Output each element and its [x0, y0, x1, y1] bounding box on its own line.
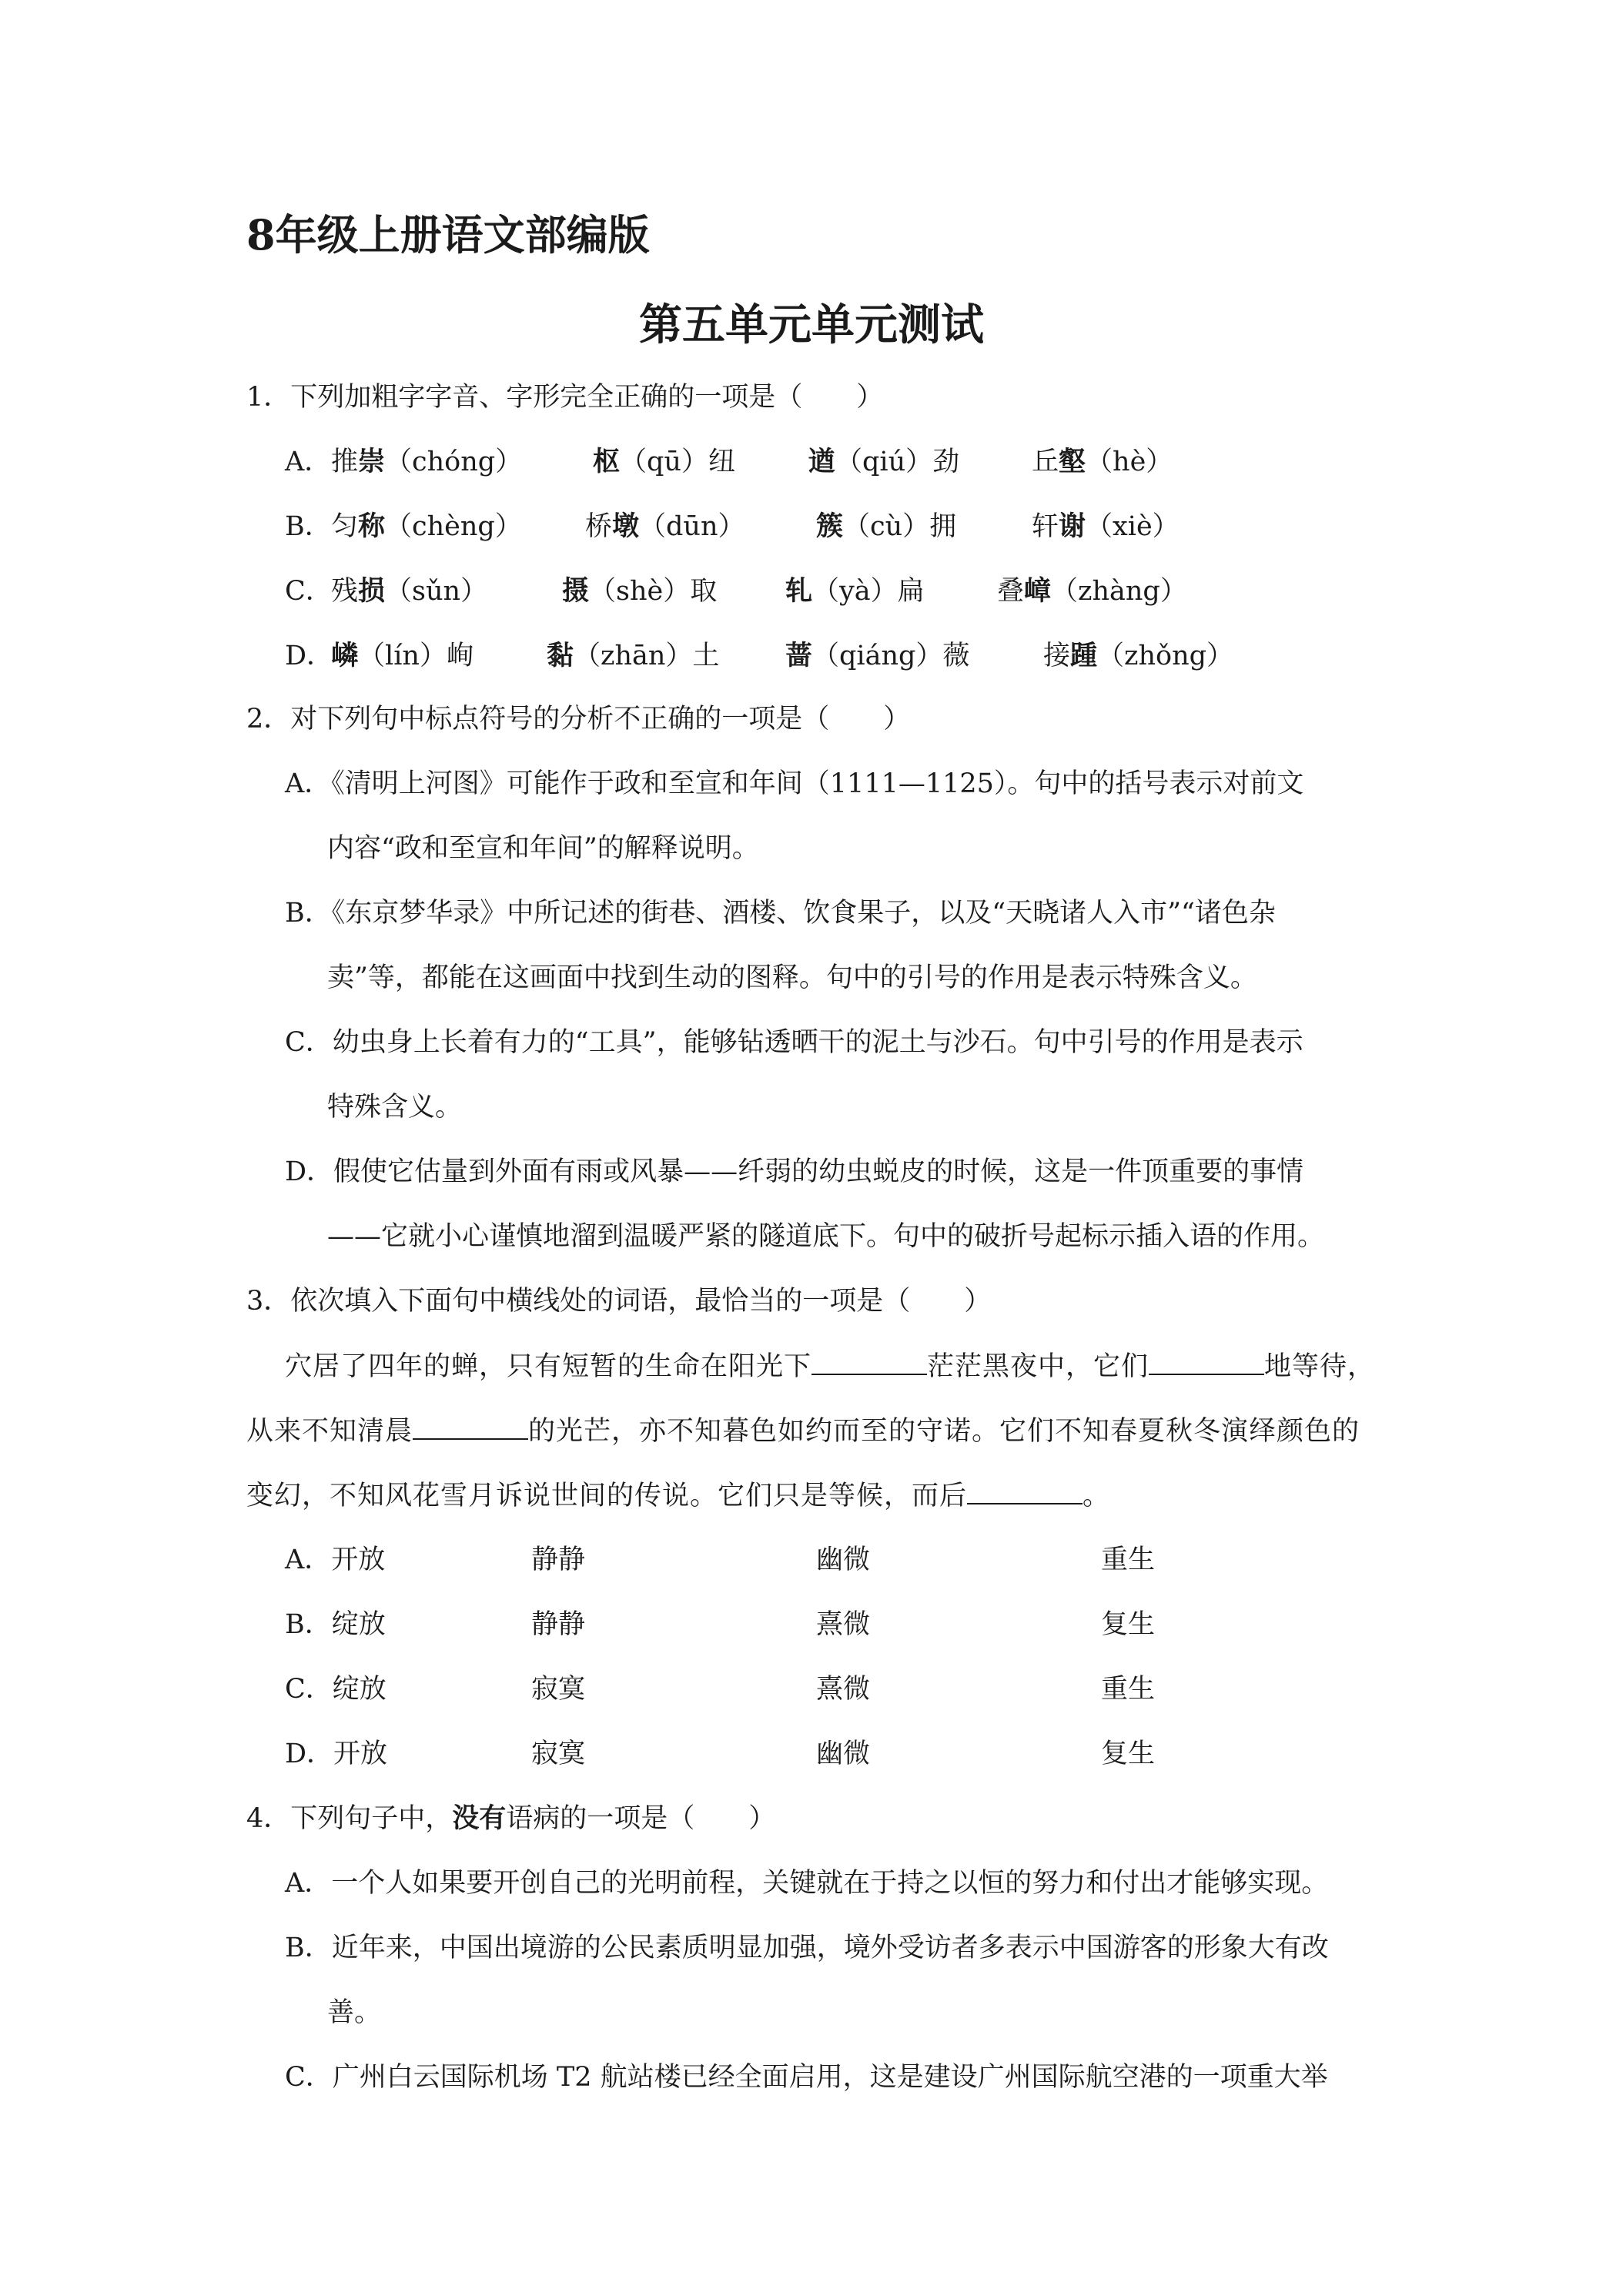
passage-text: 穴居了四年的蝉，只有短暂的生命在阳光下: [285, 1351, 812, 1382]
pinyin-item: [1032, 443, 1173, 480]
question-3-passage-line3: [246, 1477, 1110, 1514]
plain-text: （xiè）: [1086, 511, 1180, 542]
choice-word: 幽微: [816, 1545, 871, 1575]
bold-character: 崇: [358, 446, 386, 477]
bold-character: 壑: [1059, 446, 1086, 477]
question-2-option-a-line1: A．《清明上河图》可能作于政和至宣和年间（1111—1125）。句中的括号表示对前文: [285, 768, 1304, 799]
plain-text: （cù）拥: [843, 511, 957, 542]
bold-character: 枢: [593, 446, 621, 477]
passage-text: 地等待，: [1264, 1351, 1376, 1382]
plain-text: （zhǒng）: [1097, 641, 1234, 671]
fill-blank-4: [967, 1477, 1083, 1504]
choice-option: B．绽放: [285, 1609, 386, 1640]
bold-character: 蔷: [785, 640, 813, 671]
plain-text: 匀: [331, 511, 359, 542]
bold-character: 轧: [785, 575, 813, 607]
bold-character: 嶙: [331, 640, 359, 671]
option-label: D．: [285, 641, 334, 671]
passage-text: 从来不知清晨: [246, 1416, 413, 1447]
bold-character: 踵: [1070, 640, 1098, 671]
choice-option: A．开放: [285, 1545, 386, 1575]
choice-word: 静静: [531, 1545, 586, 1575]
plain-text: （chóng）: [385, 447, 523, 477]
question-2-option-d-line2: ——它就小心谨慎地溜到温暖严紧的隧道底下。句中的破折号起标示插入语的作用。: [327, 1221, 1325, 1252]
document-title: 8年级上册语文部编版: [246, 210, 650, 259]
fill-blank-1: [812, 1347, 927, 1375]
question-4-option-a: A．一个人如果要开创自己的光明前程，关键就在于持之以恒的努力和付出才能够实现。: [285, 1868, 1329, 1899]
plain-text: （qū）纽: [620, 447, 735, 477]
pinyin-item: [547, 638, 719, 674]
plain-text: （sǔn）: [385, 576, 488, 607]
plain-text: 桥: [585, 511, 613, 542]
pinyin-item: [785, 573, 925, 610]
option-label: B．: [285, 511, 332, 542]
question-3-passage-line2: [246, 1412, 1360, 1450]
bold-character: 黏: [547, 640, 574, 671]
passage-text: 的光芒，亦不知暮色如约而至的守诺。它们不知春夏秋冬演绎颜色的: [528, 1416, 1360, 1447]
choice-word: 复生: [1101, 1609, 1156, 1640]
choice-option: C．绽放: [285, 1674, 387, 1705]
question-4-option-c-line1: C．广州白云国际机场 T2 航站楼已经全面启用，这是建设广州国际航空港的一项重大举: [285, 2062, 1328, 2093]
question-4-stem-text: 4．下列句子中，: [246, 1803, 453, 1834]
bold-character: 簇: [816, 510, 844, 542]
plain-text: 轩: [1032, 511, 1059, 542]
pinyin-item: [785, 638, 969, 674]
question-4-stem-text: 语病的一项是（ ）: [506, 1803, 776, 1834]
question-2-option-b-line2: 卖”等，都能在这画面中找到生动的图释。句中的引号的作用是表示特殊含义。: [327, 962, 1257, 993]
bold-character: 墩: [612, 510, 640, 542]
question-4-stem: [246, 1800, 775, 1837]
plain-text: 接: [1043, 641, 1071, 671]
question-4-option-b-line1: B．近年来，中国出境游的公民素质明显加强，境外受访者多表示中国游客的形象大有改: [285, 1933, 1329, 1963]
option-label: C．: [285, 576, 333, 607]
pinyin-item: [816, 508, 956, 545]
pinyin-item: [331, 638, 474, 674]
bold-character: 谢: [1059, 510, 1086, 542]
fill-blank-2: [1149, 1347, 1264, 1375]
choice-word: 熹微: [816, 1609, 871, 1640]
pinyin-item: [562, 573, 717, 610]
question-4-emphasis: 没有: [452, 1802, 507, 1834]
plain-text: 叠: [997, 576, 1025, 607]
question-2-option-d-line1: D．假使它估量到外面有雨或风暴——纤弱的幼虫蜕皮的时候，这是一件顶重要的事情: [285, 1156, 1304, 1187]
pinyin-item: [808, 443, 959, 480]
pinyin-item: [1043, 638, 1233, 674]
choice-word: 寂寞: [531, 1739, 586, 1769]
question-2-option-a-line2: 内容“政和至宣和年间”的解释说明。: [327, 833, 759, 864]
pinyin-item: [585, 508, 745, 545]
pinyin-item: [331, 508, 522, 545]
bold-character: 摄: [562, 575, 590, 607]
passage-text: 变幻，不知风花雪月诉说世间的传说。它们只是等候，而后: [246, 1481, 968, 1511]
question-3-stem: 3．依次填入下面句中横线处的词语，最恰当的一项是（ ）: [246, 1286, 992, 1317]
choice-word: 幽微: [816, 1739, 871, 1769]
bold-character: 嶂: [1024, 575, 1052, 607]
choice-word: 寂寞: [531, 1674, 586, 1705]
passage-text: 茫茫黑夜中，它们: [927, 1351, 1149, 1382]
plain-text: （qiáng）薇: [812, 641, 970, 671]
question-1-stem: 1．下列加粗字字音、字形完全正确的一项是（ ）: [246, 382, 884, 413]
plain-text: 推: [331, 447, 359, 477]
question-3-passage-line1: [285, 1347, 1375, 1385]
plain-text: 残: [331, 576, 359, 607]
choice-word: 复生: [1101, 1739, 1156, 1769]
plain-text: （zhān）土: [574, 641, 720, 671]
choice-option: D．开放: [285, 1739, 388, 1769]
question-2-option-c-line2: 特殊含义。: [327, 1092, 463, 1123]
plain-text: （lín）峋: [358, 641, 474, 671]
question-2-stem: 2．对下列句中标点符号的分析不正确的一项是（ ）: [246, 704, 911, 735]
plain-text: （qiú）劲: [835, 447, 960, 477]
pinyin-item: [331, 443, 522, 480]
plain-text: （hè）: [1086, 447, 1173, 477]
plain-text: （chèng）: [385, 511, 522, 542]
unit-title: 第五单元单元测试: [639, 300, 984, 350]
fill-blank-3: [413, 1412, 528, 1440]
plain-text: （dūn）: [639, 511, 745, 542]
pinyin-item: [331, 573, 487, 610]
choice-word: 重生: [1101, 1674, 1156, 1705]
pinyin-item: [1032, 508, 1180, 545]
choice-word: 熹微: [816, 1674, 871, 1705]
plain-text: （yà）扁: [812, 576, 925, 607]
bold-character: 损: [358, 575, 386, 607]
option-label: A．: [285, 447, 332, 477]
choice-word: 重生: [1101, 1545, 1156, 1575]
bold-character: 遒: [808, 446, 836, 477]
plain-text: 丘: [1032, 447, 1059, 477]
question-2-option-c-line1: C．幼虫身上长着有力的“工具”，能够钻透晒干的泥土与沙石。句中引号的作用是表示: [285, 1027, 1303, 1058]
plain-text: （shè）取: [589, 576, 718, 607]
question-4-option-b-line2: 善。: [327, 1997, 382, 2028]
plain-text: （zhàng）: [1051, 576, 1187, 607]
choice-word: 静静: [531, 1609, 586, 1640]
bold-character: 称: [358, 510, 386, 542]
passage-text: 。: [1083, 1481, 1111, 1511]
pinyin-item: [997, 573, 1187, 610]
question-2-option-b-line1: B．《东京梦华录》中所记述的街巷、酒楼、饮食果子，以及“天晓诸人入市”“诸色杂: [285, 898, 1276, 929]
pinyin-item: [593, 443, 735, 480]
